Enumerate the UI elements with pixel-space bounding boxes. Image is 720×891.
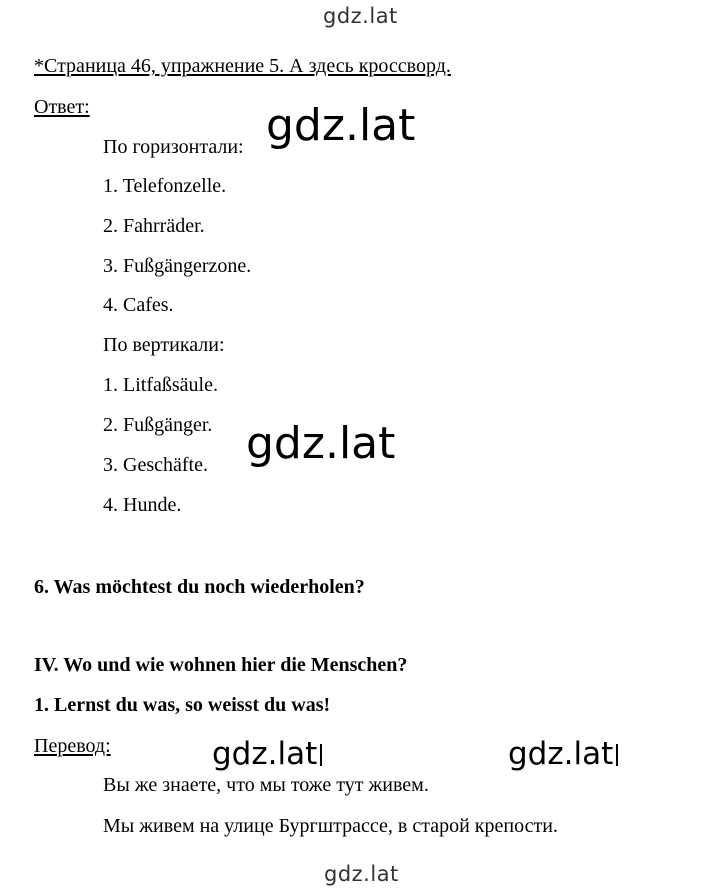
list-item: 2. Fahrräder.: [103, 215, 205, 237]
list-item: 1. Telefonzelle.: [103, 175, 227, 197]
horizontal-label: По горизонтали:: [103, 136, 244, 158]
list-item: 1. Litfaßsäule.: [103, 374, 218, 396]
translation-label: Перевод:: [34, 735, 111, 757]
watermark-top: gdz.lat: [323, 4, 398, 28]
task-1-heading: 1. Lernst du was, so weisst du was!: [34, 694, 331, 716]
translation-line: Вы же знаете, что мы тоже тут живем.: [103, 774, 429, 796]
watermark-bottom: gdz.lat: [324, 862, 399, 886]
watermark-overlay-1: gdz.lat: [266, 100, 416, 151]
list-item: 2. Fußgänger.: [103, 414, 213, 436]
list-item: 4. Hunde.: [103, 494, 182, 516]
section-iv-heading: IV. Wo und wie wohnen hier die Menschen?: [34, 654, 408, 676]
vertical-label: По вертикали:: [103, 334, 225, 356]
list-item: 3. Geschäfte.: [103, 454, 208, 476]
list-item: 4. Cafes.: [103, 294, 174, 316]
translation-line: Мы живем на улице Бургштрассе, в старой крепости.: [103, 815, 558, 837]
cursor-mark: [320, 744, 322, 766]
exercise-header: *Страница 46, упражнение 5. А здесь кроссворд.: [34, 55, 451, 77]
watermark-overlay-4: gdz.lat: [508, 736, 618, 772]
cursor-mark: [616, 744, 618, 766]
watermark-overlay-2: gdz.lat: [246, 418, 396, 469]
list-item: 3. Fußgängerzone.: [103, 255, 252, 277]
task-6-heading: 6. Was möchtest du noch wiederholen?: [34, 576, 365, 598]
answer-label: Ответ:: [34, 96, 90, 118]
watermark-overlay-3: gdz.lat: [212, 736, 322, 772]
